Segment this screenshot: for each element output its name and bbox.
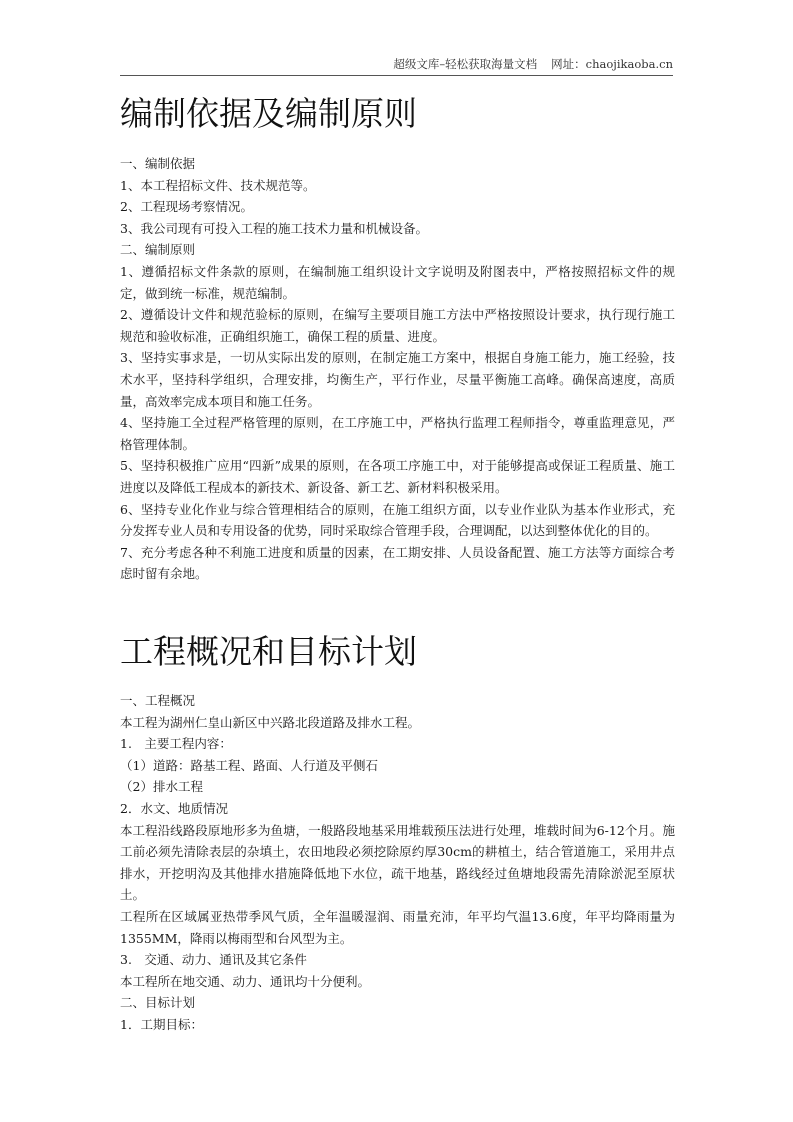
paragraph: 2．水文、地质情况 (120, 800, 228, 816)
paragraph: 1、遵循招标文件条款的原则，在编制施工组织设计文字说明及附图表中，严格按照招标文件的规定，做到统一标准，规范编制。 (120, 263, 675, 301)
paragraph: 2、工程现场考察情况。 (120, 199, 253, 215)
paragraph: 1. 主要工程内容： (120, 736, 232, 752)
paragraph: （2）排水工程 (120, 779, 203, 795)
paragraph: 二、编制原则 (120, 242, 196, 258)
section1-body (120, 153, 675, 585)
section2-title: 工程概况和目标计划 (120, 632, 417, 671)
header-divider (120, 75, 673, 76)
paragraph: 工程所在区域属亚热带季风气质，全年温暖湿润、雨量充沛，年平均气温13.6度，年平均降雨量为1355MM，降雨以梅雨型和台风型为主。 (120, 908, 675, 946)
page-header (120, 55, 673, 75)
section2-body (120, 690, 675, 1036)
paragraph: 1．工期目标： (120, 1016, 203, 1032)
paragraph: 3. 交通、动力、通讯及其它条件 (120, 952, 307, 968)
paragraph: 1、本工程招标文件、技术规范等。 (120, 177, 316, 193)
paragraph: 3、我公司现有可投入工程的施工技术力量和机械设备。 (120, 220, 428, 236)
paragraph: 5、坚持积极推广应用“四新”成果的原则，在各项工序施工中，对于能够提高或保证工程质量、施工进度以及降低工程成本的新技术、新设备、新工艺、新材料积极采用。 (120, 458, 675, 495)
paragraph: 一、工程概况 (120, 693, 196, 708)
paragraph: 本工程为湖州仁皇山新区中兴路北段道路及排水工程。 (120, 714, 421, 730)
paragraph: 本工程沿线路段原地形多为鱼塘，一般路段地基采用堆载预压法进行处理，堆载时间为6-12个月。施工前必须先清除表层的杂填土，农田地段必须挖除原约厚30cm的耕植土，结合管道施工，采用井点排水，开挖明沟及其他排水措施降低地下水位，疏干地基，路线经过鱼塘地段需先清除淤泥至原状土。 (120, 822, 675, 903)
header-site-url: 网址：chaojikaoba.cn (551, 57, 673, 71)
paragraph: 6、坚持专业化作业与综合管理相结合的原则，在施工组织方面，以专业作业队为基本作业形式，充分发挥专业人员和专用设备的优势，同时采取综合管理手段，合理调配，以达到整体优化的目的。 (120, 501, 675, 539)
paragraph: 本工程所在地交通、动力、通讯均十分便利。 (120, 973, 371, 989)
paragraph: 2、遵循设计文件和规范验标的原则，在编写主要项目施工方法中严格按照设计要求，执行现行施工规范和验收标准，正确组织施工，确保工程的质量、进度。 (120, 307, 675, 344)
paragraph: 二、目标计划 (120, 995, 196, 1011)
paragraph: 7、充分考虑各种不利施工进度和质量的因素，在工期安排、人员设备配置、施工方法等方面综合考虑时留有余地。 (120, 544, 675, 582)
paragraph: 一、编制依据 (120, 156, 196, 171)
paragraph: 3、坚持实事求是，一切从实际出发的原则，在制定施工方案中，根据自身施工能力，施工经验，技术水平，坚持科学组织，合理安排，均衡生产，平行作业，尽量平衡施工高峰。确保高速度，高质量，高效率完成本项目和施工任务。 (120, 350, 675, 409)
paragraph: （1）道路：路基工程、路面、人行道及平侧石 (120, 757, 378, 773)
paragraph: 4、坚持施工全过程严格管理的原则，在工序施工中，严格执行监理工程师指令，尊重监理意见，严格管理体制。 (120, 415, 675, 452)
header-site-name: 超级文库–轻松获取海量文档 (393, 57, 538, 71)
section1-title: 编制依据及编制原则 (120, 94, 417, 133)
